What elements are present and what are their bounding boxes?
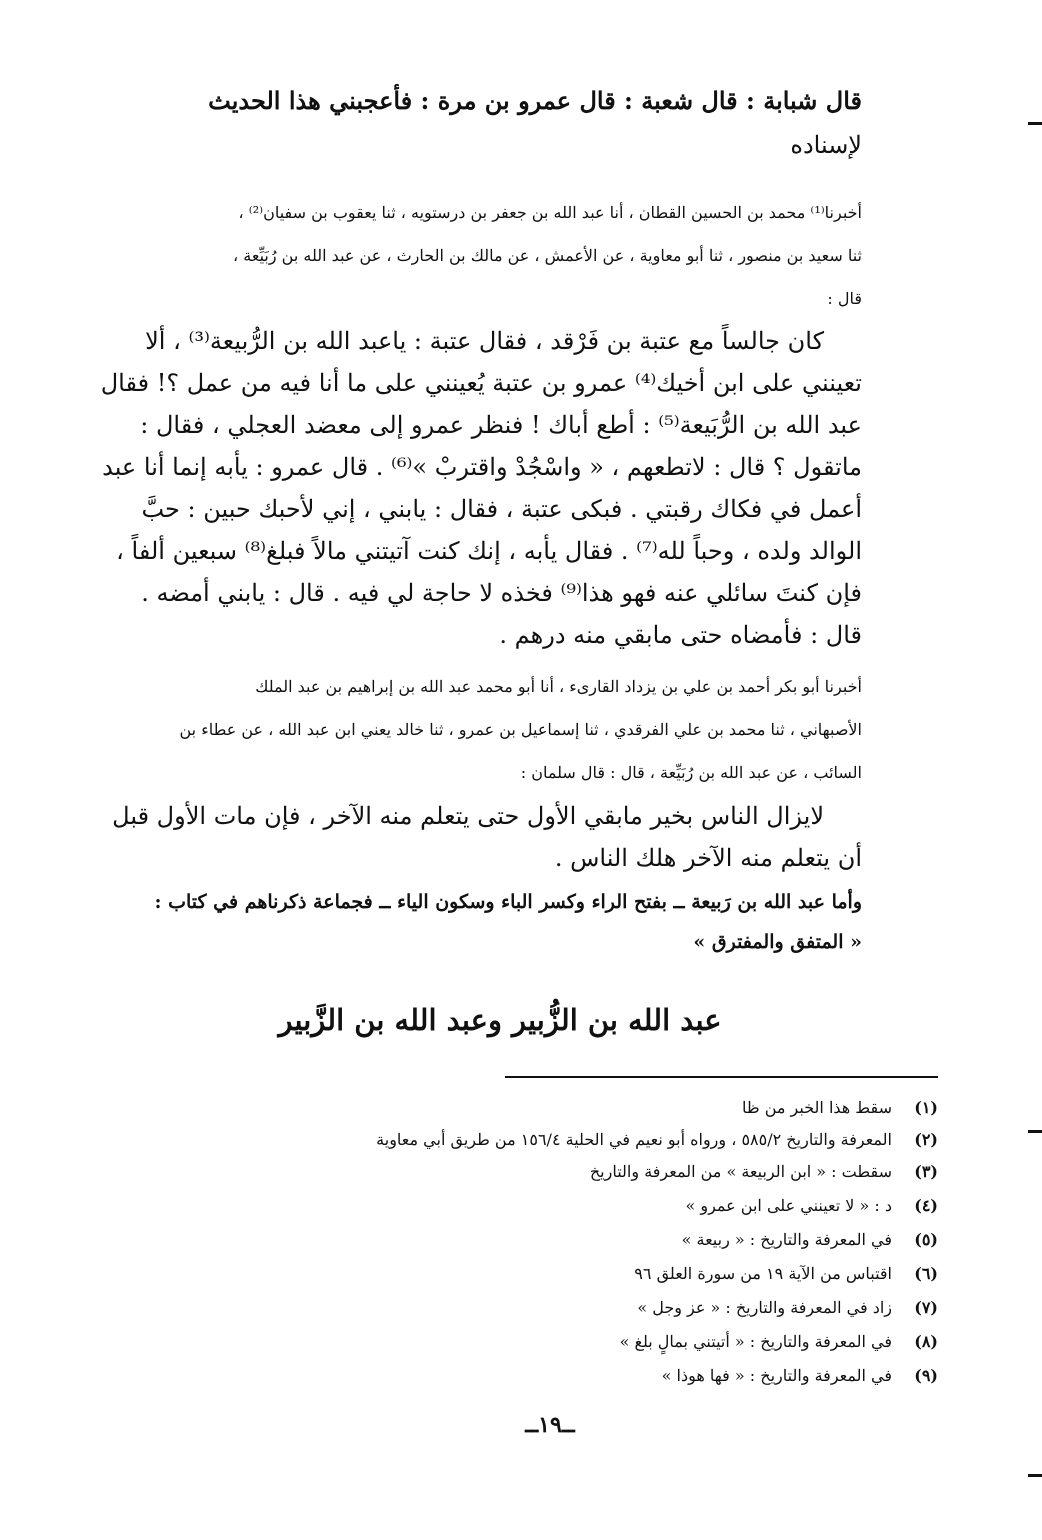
isnad-paragraph-2 xyxy=(137,665,862,794)
footnote-item xyxy=(198,1190,938,1222)
isnad-line: أخبرنا أبو بكر أحمد بن علي بن يزداد القارىء ، أنا أبو محمد عبد الله بن إبراهيم بن عبد الملك xyxy=(255,677,862,696)
narration-line: قال : فأمضاه حتى مابقي منه درهم . xyxy=(499,621,862,649)
narration-line: أعمل في فكاك رقبتي . فبكى عتبة ، فقال : يابني ، إني لأحبك حبين : حبَّ xyxy=(141,495,862,523)
narration-line: الوالد ولده ، وحباً لله⁽⁷⁾ . فقال يأبه ، إنك كنت آتيتني مالاً فبلغ⁽⁸⁾ سبعين ألفاً ، xyxy=(116,537,862,565)
footnote-item xyxy=(198,1124,938,1156)
narration-paragraph-1 xyxy=(100,320,862,656)
section-heading: عبد الله بن الزُّبير وعبد الله بن الزَّبير xyxy=(278,1003,722,1037)
footnote-text: في المعرفة والتاريخ : « أتيتني بمالٍ بلغ » xyxy=(619,1332,892,1351)
footnote-text: سقط هذا الخبر من ظا xyxy=(742,1098,892,1117)
note-line: « المتفق والمفترق » xyxy=(693,931,862,953)
footnote-item xyxy=(198,1224,938,1256)
footnote-text: زاد في المعرفة والتاريخ : « عز وجل » xyxy=(637,1298,892,1317)
footnote-item xyxy=(198,1360,938,1392)
narration-line: أن يتعلم منه الآخر هلك الناس . xyxy=(554,844,862,872)
isnad-line: أخبرنا⁽¹⁾ محمد بن الحسين القطان ، أنا عبد الله بن جعفر بن درستويه ، ثنا يعقوب بن سفيان⁽²⁾ ، xyxy=(238,203,862,222)
intro-line-1: قال شبابة : قال شعبة : قال عمرو بن مرة : فأعجبني هذا الحديث xyxy=(208,86,862,115)
footnote-text: في المعرفة والتاريخ : « فها هوذا » xyxy=(661,1366,892,1385)
footnote-text: سقطت : « ابن الربيعة » من المعرفة والتاريخ xyxy=(589,1162,892,1181)
intro-paragraph xyxy=(142,80,862,122)
footnote-divider xyxy=(505,1076,938,1078)
narration-line: كان جالساً مع عتبة بن فَرْقد ، فقال عتبة : ياعبد الله بن الرُّبيعة⁽³⁾ ، ألا xyxy=(145,327,824,355)
scan-edge-mark xyxy=(1028,1130,1042,1133)
footnote-number: (٧) xyxy=(914,1298,938,1317)
intro-paragraph-end xyxy=(142,124,862,166)
page-number: ــ١٩ــ xyxy=(525,1412,575,1438)
footnote-number: (٤) xyxy=(914,1196,938,1215)
footnote-number: (٩) xyxy=(914,1366,938,1385)
note-paragraph xyxy=(137,882,862,962)
footnote-item xyxy=(198,1258,938,1290)
narration-line: عبد الله بن الرُّبَيعة⁽⁵⁾ : أطع أباك ! فنظر عمرو إلى معضد العجلي ، فقال : xyxy=(140,411,862,439)
narration-line: تعينني على ابن أخيك⁽⁴⁾ عمرو بن عتبة يُعينني على ما أنا فيه من عمل ؟! فقال xyxy=(100,369,862,397)
footnote-text: في المعرفة والتاريخ : « ربيعة » xyxy=(681,1230,892,1249)
isnad-line: السائب ، عن عبد الله بن رُبَيِّعة ، قال : قال سلمان : xyxy=(520,763,862,782)
isnad-line: الأصبهاني ، ثنا محمد بن علي الفرقدي ، ثنا إسماعيل بن عمرو ، ثنا خالد يعني ابن عبد الله ، عن عطاء بن xyxy=(179,720,862,739)
footnote-number: (٢) xyxy=(914,1130,938,1149)
footnote-text: اقتباس من الآية ١٩ من سورة العلق ٩٦ xyxy=(634,1264,892,1283)
narration-line: فإن كنتَ سائلي عنه فهو هذا⁽⁹⁾ فخذه لا حاجة لي فيه . قال : يابني أمضه . xyxy=(141,579,862,607)
footnote-text: د : « لا تعينني على ابن عمرو » xyxy=(685,1196,892,1215)
scan-edge-mark xyxy=(1028,122,1042,125)
footnote-number: (٦) xyxy=(914,1264,938,1283)
narration-line: لايزال الناس بخير مابقي الأول حتى يتعلم منه الآخر ، فإن مات الأول قبل xyxy=(112,802,824,830)
isnad-line: قال : xyxy=(827,289,862,308)
narration-line: ماتقول ؟ قال : لاتطعهم ، « واسْجُدْ واقتربْ »⁽⁶⁾ . قال عمرو : يأبه إنما أنا عبد xyxy=(102,453,862,481)
footnote-number: (٨) xyxy=(914,1332,938,1351)
footnote-item xyxy=(198,1092,938,1124)
isnad-paragraph-1 xyxy=(137,191,862,320)
footnote-number: (٣) xyxy=(914,1162,938,1181)
note-line: وأما عبد الله بن رَبيعة ــ بفتح الراء وكسر الباء وسكون الياء ــ فجماعة ذكرناهم في كتاب : xyxy=(154,891,862,913)
footnote-number: (٥) xyxy=(914,1230,938,1249)
footnote-text: المعرفة والتاريخ ٥٨٥/٢ ، ورواه أبو نعيم في الحلية ١٥٦/٤ من طريق أبي معاوية xyxy=(376,1130,892,1149)
footnote-number: (١) xyxy=(914,1098,938,1117)
narration-paragraph-2 xyxy=(112,795,862,879)
footnote-item xyxy=(198,1292,938,1324)
footnote-item xyxy=(198,1326,938,1358)
footnote-item xyxy=(198,1156,938,1188)
scan-edge-mark xyxy=(1028,1474,1042,1477)
isnad-line: ثنا سعيد بن منصور ، ثنا أبو معاوية ، عن الأعمش ، عن مالك بن الحارث ، عن عبد الله بن رُبَيِّعة ، xyxy=(233,246,862,265)
intro-line-2: لإسناده xyxy=(790,131,862,159)
